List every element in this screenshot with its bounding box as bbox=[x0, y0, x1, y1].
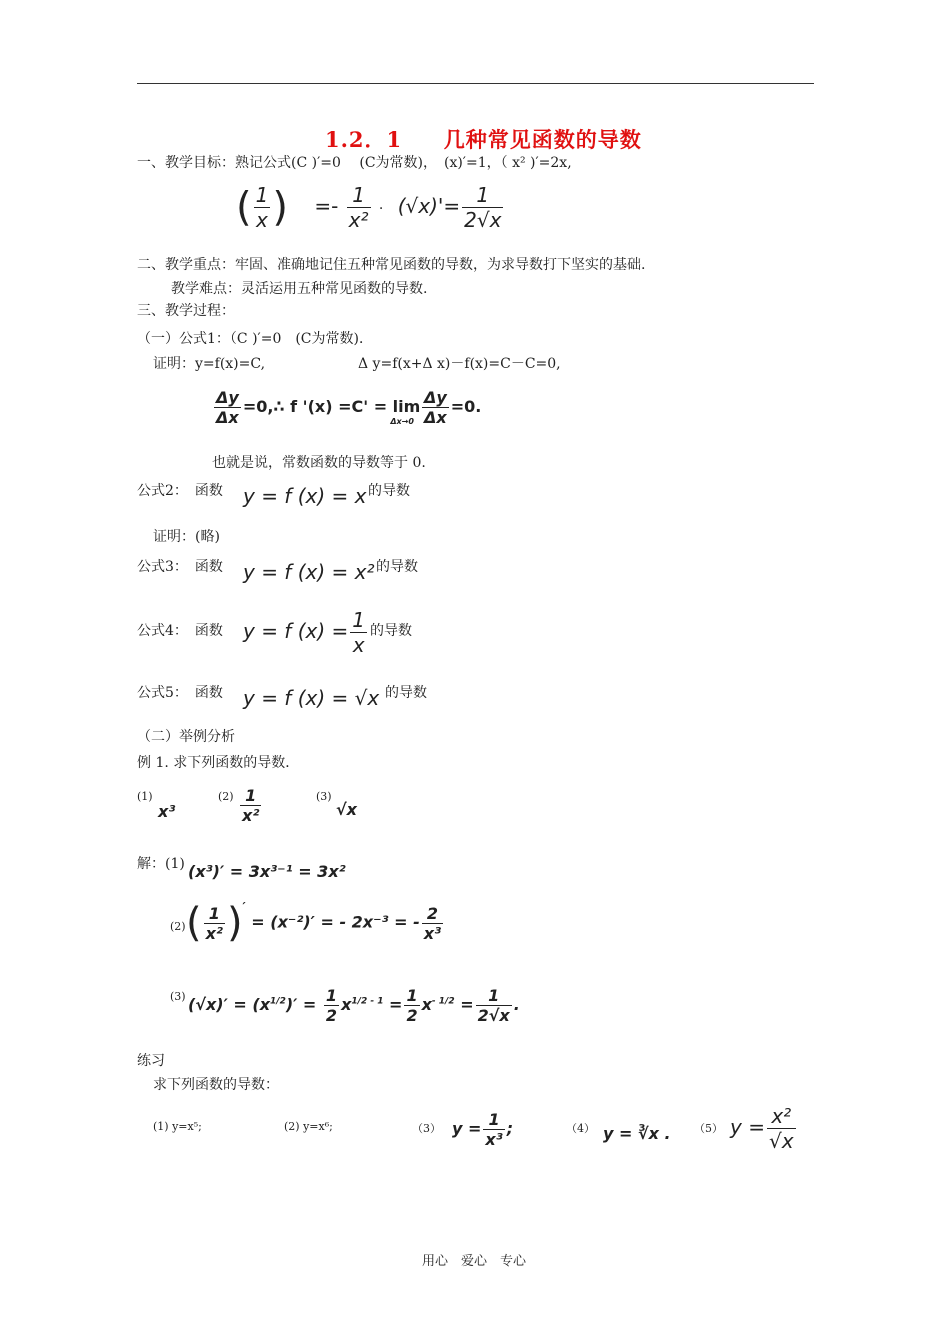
solution-2-label: (2) bbox=[170, 920, 186, 933]
examples-head: （二）举例分析 bbox=[137, 729, 235, 745]
formula1-limit: $\frac{\Delta y}{\Delta x}$ =0,∴ f '$(x) =C' = \lim_{\Delta x\to 0}$ $\frac{\Delta y}{\Delta x}$ =0. bbox=[216, 388, 482, 427]
page-title: 1.2．1 几种常见函数的导数 bbox=[325, 127, 642, 152]
formula5-suffix: 的导数 bbox=[385, 685, 427, 701]
solution-3-label: (3) bbox=[170, 990, 186, 1003]
solution-2: ( $\frac{1}{\text{x²}}$ )′ = (x⁻²)′ = - 2x⁻³ = - $\frac{2}{\text{x³}}$ bbox=[186, 900, 442, 946]
practice-4-label: （4） bbox=[566, 1122, 595, 1135]
practice-instructions: 求下列函数的导数： bbox=[153, 1077, 279, 1093]
formula3-suffix: 的导数 bbox=[376, 559, 418, 575]
practice-5: y = $\frac{\text{x²}}{√x}$ bbox=[730, 1104, 794, 1153]
practice-3-label: （3） bbox=[412, 1122, 441, 1135]
goals-line: 一、教学目标：熟记公式(C )′=0 (C为常数)， (x)′=1，（ x² )′=2x, bbox=[137, 155, 572, 171]
key-points: 二、教学重点：牢固、准确地记住五种常见函数的导数，为求导数打下坚实的基础. bbox=[137, 257, 646, 273]
ex-item-3: √x bbox=[336, 800, 357, 819]
formula3-expr: y = f (x) = x² bbox=[243, 560, 375, 584]
formula2-proof: 证明：(略) bbox=[153, 529, 220, 545]
formula2-label: 公式2： 函数 bbox=[137, 483, 223, 499]
practice-3: y = $\frac{1}{\text{x³}}$ ; bbox=[452, 1110, 514, 1149]
example1: 例 1. 求下列函数的导数． bbox=[137, 755, 300, 771]
solution-1: (x³)′ = 3x³⁻¹ = 3x² bbox=[188, 862, 346, 881]
practice-1: (1) y=x⁵; bbox=[153, 1120, 202, 1133]
solution-label: 解：(1) bbox=[137, 856, 185, 872]
ex-item-1-label: (1) bbox=[137, 790, 153, 803]
formula3-label: 公式3： 函数 bbox=[137, 559, 223, 575]
difficulty: 教学难点：灵活运用五种常见函数的导数. bbox=[171, 281, 428, 297]
ex-item-3-label: (3) bbox=[316, 790, 332, 803]
ex-item-2: $\frac{1}{\text{x²}}$ bbox=[242, 786, 260, 825]
practice-5-label: （5） bbox=[694, 1122, 723, 1135]
formula2-suffix: 的导数 bbox=[368, 483, 410, 499]
footer-text: 用心 爱心 专心 bbox=[422, 1254, 527, 1269]
formula4-suffix: 的导数 bbox=[370, 623, 412, 639]
formula2-expr: y = f (x) = x bbox=[243, 484, 367, 508]
practice-2: (2) y=x⁶; bbox=[284, 1120, 333, 1133]
formula4-label: 公式4： 函数 bbox=[137, 623, 223, 639]
solution-3: $(√x)' = (x^{1/2})'$ = $\frac{1}{2}$ $x^{1/2 - 1}$ = $\frac{1}{2}$ $x^{- 1/2}$ = $\frac{1}{2√x}$ . bbox=[188, 986, 520, 1025]
header-rule bbox=[137, 83, 814, 84]
process-heading: 三、教学过程： bbox=[137, 303, 235, 319]
formula1-head: （一）公式1：（C )′=0 (C为常数)． bbox=[137, 331, 373, 347]
formula1-conclusion: 也就是说，常数函数的导数等于 0. bbox=[212, 455, 426, 471]
formula4-expr: y = f (x) = $\frac{1}{x}$ bbox=[243, 608, 365, 657]
formula1-proof: 证明：y=f(x)=C, bbox=[153, 356, 266, 372]
ex-item-1: x³ bbox=[158, 802, 176, 821]
ex-item-2-label: (2) bbox=[218, 790, 234, 803]
practice-4: y = ∛x . bbox=[603, 1124, 671, 1143]
formula1-delta: Δ y=f(x+Δ x)－f(x)=C－C=0, bbox=[358, 356, 561, 372]
formula5-expr: y = f (x) = √x bbox=[243, 686, 380, 710]
formula5-label: 公式5： 函数 bbox=[137, 685, 223, 701]
goals-formulas: ( $\frac{1}{x}$ ) =- $\frac{1}{\text{x²}}$ · (√x)'= $\frac{1}{2√x}$ bbox=[236, 183, 502, 232]
practice-head: 练习 bbox=[137, 1053, 165, 1069]
